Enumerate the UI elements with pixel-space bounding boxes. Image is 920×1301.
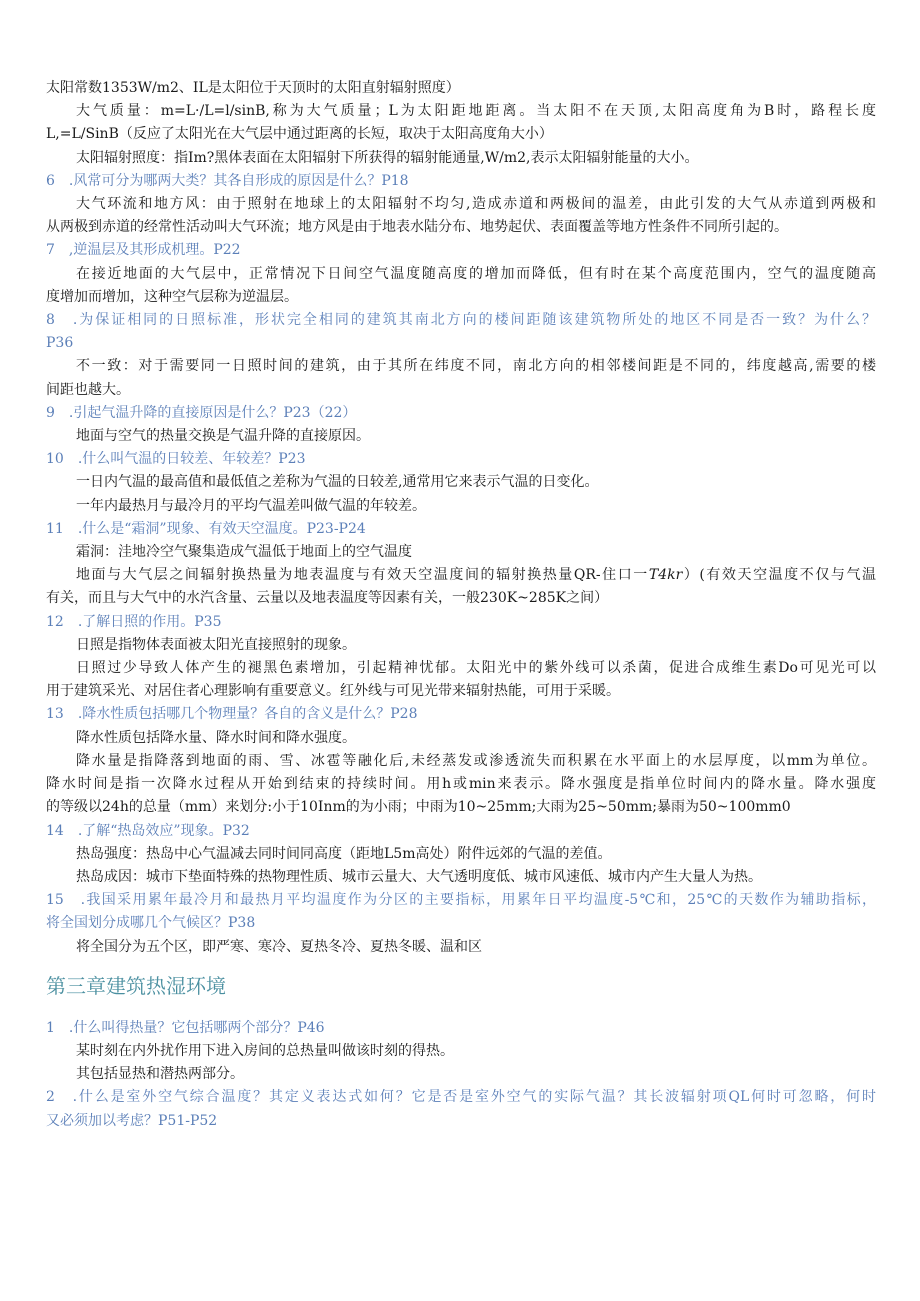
answer-7-line: 在接近地面的大气层中，正常情况下日间空气温度随高度的增加而降低，但有时在某个高度范围内，空气的温度随高 [76,265,876,282]
question-9: 9 .引起气温升降的直接原因是什么？P23（22） [46,404,357,421]
formula-fragment: T4kr [648,567,683,584]
answer-9-line: 地面与空气的热量交换是气温升降的直接原因。 [76,428,370,445]
answer-12-line: 日照过少导致人体产生的褪黑色素增加，引起精神忧郁。太阳光中的紫外线可以杀菌，促进合成维生素Do可见光可以 [76,660,876,677]
document-body [46,77,876,1133]
answer-15-line: 将全国分为五个区，即严寒、寒冷、夏热冬冷、夏热冬暖、温和区 [76,938,482,955]
solar-constant-line: 太阳常数1353W/m2、IL是太阳位于天顶时的太阳直射辐射照度） [46,80,460,96]
answer-14-line: 热岛成因：城市下垫面特殊的热物理性质、城市云量大、大气透明度低、城市风速低、城市内产生大量人为热。 [76,868,762,885]
chapter3-question-1: 1 .什么叫得热量？它包括哪两个部分？P46 [46,1019,325,1036]
chapter3-question-2: 2 .什么是室外空气综合温度？其定义表达式如何？它是否是室外空气的实际气温？其长波辐射项QL何时可忽略，何时 [46,1089,876,1106]
air-mass-paragraph-line: L,=L/SinB（反应了太阳光在大气层中通过距离的长短，取决于太阳高度角大小） [46,126,553,143]
answer-11-line: 霜洞：洼地冷空气聚集造成气温低于地面上的空气温度 [76,544,412,561]
question-13: 13 .降水性质包括哪几个物理量？各自的含义是什么？P28 [46,706,418,723]
answer-8-line: 间距也越大。 [46,381,130,398]
answer-13-line: 的等级以24h的总量（mm）来划分:小于10Inm的为小雨；中雨为10~25mm;大雨为25~50mm;暴雨为50~100mm0 [46,799,791,816]
chapter3-answer-1-line: 其包括显热和潜热两部分。 [76,1066,244,1083]
answer-12-line: 用于建筑采光、对居住者心理影响有重要意义。红外线与可见光带来辐射热能，可用于采暖。 [46,683,620,700]
answer-8-line: 不一致：对于需要同一日照时间的建筑，由于其所在纬度不同，南北方向的相邻楼间距是不同的，纬度越高,需要的楼 [76,358,876,375]
answer-11-text: ）(有效天空温度不仅与气温 [682,567,877,584]
solar-irradiance-paragraph: 太阳辐射照度：指Im?黑体表面在太阳辐射下所获得的辐射能通量,W/m2,表示太阳辐射能量的大小。 [76,149,699,166]
chapter3-question-2-cont: 又必须加以考虑？P51-P52 [46,1112,218,1129]
answer-6-line: 大气环流和地方风：由于照射在地球上的太阳辐射不均匀,造成赤道和两极间的温差，由此引发的大气从赤道到两极和 [76,196,876,213]
answer-10-line: 一日内气温的最高值和最低值之差称为气温的日较差,通常用它来表示气温的日变化。 [76,474,599,491]
question-15: 15 .我国采用累年最冷月和最热月平均温度作为分区的主要指标，用累年日平均温度-5℃和，25℃的天数作为辅助指标， [46,892,876,909]
question-8-page: P36 [46,335,74,352]
question-6: 6 .风常可分为哪两大类？其各自形成的原因是什么？P18 [46,172,409,189]
answer-13-line: 降水量是指降落到地面的雨、雪、冰雹等融化后,未经蒸发或渗透流失而积累在水平面上的水层厚度，以mm为单位。 [76,752,876,769]
answer-6-line: 从两极到赤道的经常性活动叫大气环流；地方风是由于地表水陆分布、地势起伏、表面覆盖等地方性条件不同所引起的。 [46,219,788,236]
answer-7-line: 度增加而增加，这种空气层称为逆温层。 [46,288,298,305]
answer-12-line: 日照是指物体表面被太阳光直接照射的现象。 [76,636,356,653]
air-mass-paragraph-line: 大气质量：m=L·/L=l/sinB,称为大气质量；L为太阳距地距离。当太阳不在天顶,太阳高度角为B时，路程长度 [76,103,876,120]
question-11: 11 .什么是“霜洞”现象、有效天空温度。P23-P24 [46,520,366,537]
answer-11-text: 地面与大气层之间辐射换热量为地表温度与有效天空温度间的辐射换热量QR-住口一 [76,567,649,584]
answer-11-line: 有关，而且与大气中的水汽含量、云量以及地表温度等因素有关，一般230K~285K之间） [46,590,609,607]
question-12: 12 .了解日照的作用。P35 [46,613,222,630]
answer-11-line [46,564,876,587]
question-7: 7 ,逆温层及其形成机理。P22 [46,242,241,259]
question-10: 10 .什么叫气温的日较差、年较差？P23 [46,451,306,468]
answer-13-line: 降水性质包括降水量、降水时间和降水强度。 [76,729,356,746]
question-14: 14 .了解“热岛效应”现象。P32 [46,822,250,839]
chapter3-answer-1-line: 某时刻在内外扰作用下进入房间的总热量叫做该时刻的得热。 [76,1042,454,1059]
answer-10-line: 一年内最热月与最冷月的平均气温差叫做气温的年较差。 [76,497,426,514]
answer-13-line: 降水时间是指一次降水过程从开始到结束的持续时间。用h或min来表示。降水强度是指单位时间内的降水量。降水强度 [46,776,876,793]
chapter-heading: 第三章建筑热湿环境 [46,973,226,998]
question-8: 8 .为保证相同的日照标准，形状完全相同的建筑其南北方向的楼间距随该建筑物所处的地区不同是否一致？为什么？ [46,312,876,329]
answer-14-line: 热岛强度：热岛中心气温减去同时间同高度（距地L5m高处）附件远郊的气温的差值。 [76,845,612,862]
question-15-cont: 将全国划分成哪几个气候区？P38 [46,915,256,932]
